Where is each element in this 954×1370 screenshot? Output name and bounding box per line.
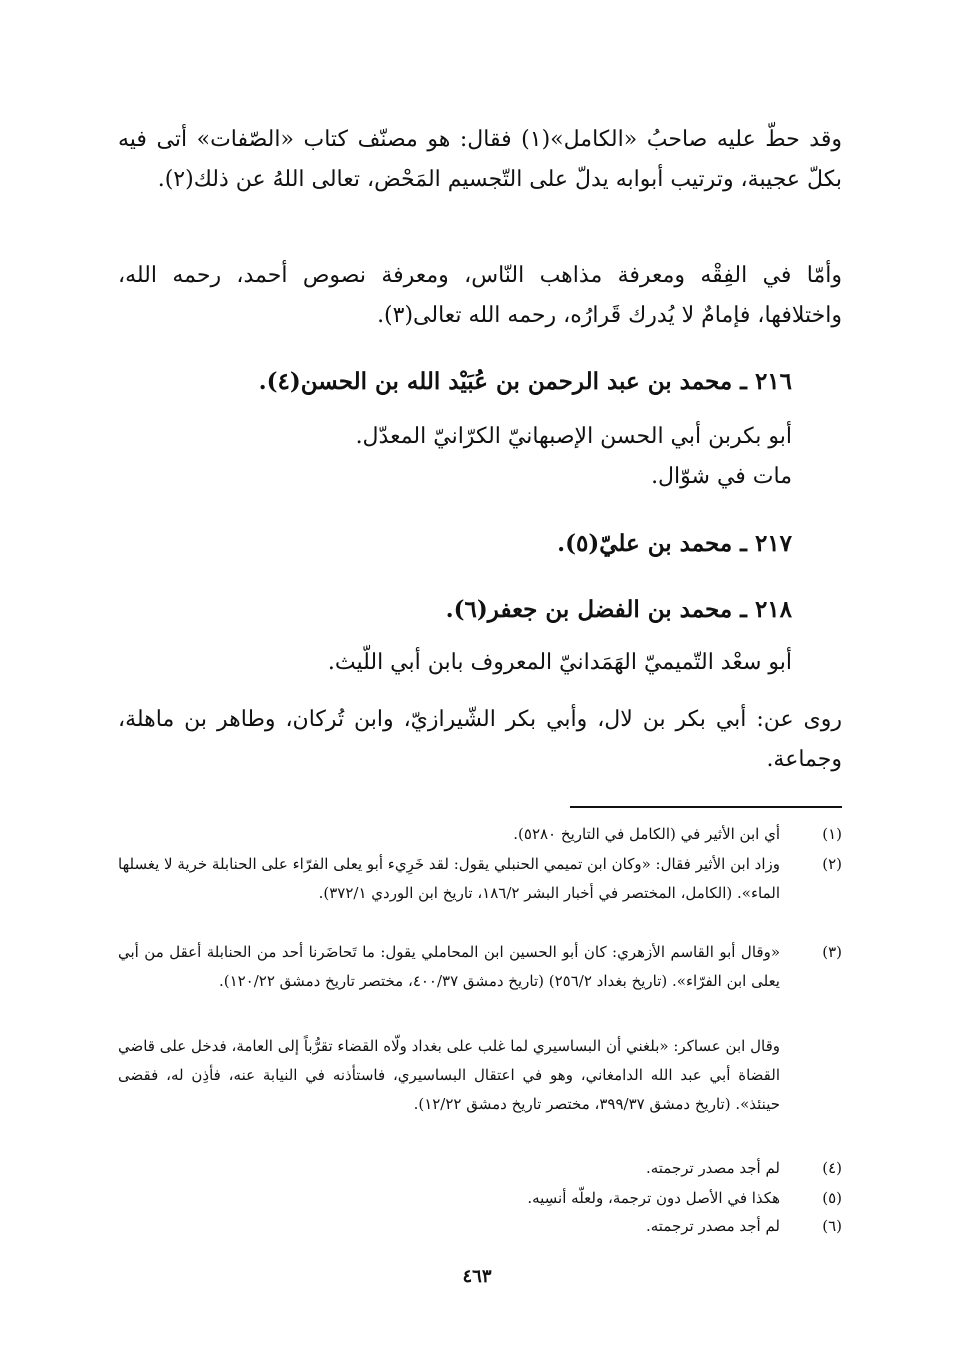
footnote-number: (٢) (822, 855, 842, 873)
footnote-separator (570, 806, 842, 808)
footnote-number: (١) (822, 825, 842, 843)
footnote-number: (٥) (822, 1189, 842, 1207)
footnote (118, 1184, 842, 1213)
footnote-text: وزاد ابن الأثير فقال: «وكان ابن تميمي الحنبلي يقول: لقد خَرِيء أبو يعلى الفرّاء على الحنابلة خرية لا يغسلها الماء». (الكامل، المختصر في أخبار البشر ١٨٦/٢، تاريخ ابن الوردي ٣٧٢/١). (118, 855, 780, 902)
footnote-text: «وقال أبو القاسم الأزهري: كان أبو الحسين ابن المحاملي يقول: ما تَحاضَرنا أحد من الحنابلة أعقل من أبي يعلى ابن الفرّاء». (تاريخ بغداد ٢٥٦/٢) (تاريخ دمشق ٤٠٠/٣٧، مختصر تاريخ دمشق ١٢٠/٢٢). (118, 943, 780, 990)
entry-line: أبو بكربن أبي الحسن الإصبهانيّ الكرّانيّ المعدّل. (355, 424, 792, 449)
footnote-text: لم أجد مصدر ترجمته. (645, 1217, 780, 1235)
entry-line: أبو سعْد التّميميّ الهَمَدانيّ المعروف بابن أبي اللّيث. (327, 650, 792, 675)
entry-heading-218: ٢١٨ ـ محمد بن الفضل بن جعفر(٦). (445, 596, 792, 623)
entry-line: روى عن: أبي بكر بن لال، وأبي بكر الشّيرازيّ، وابن تُركان، وطاهر بن ماهلة، وجماعة. (118, 707, 842, 772)
footnote (118, 1154, 842, 1183)
footnote-number: (٣) (822, 943, 842, 961)
footnote (118, 1212, 842, 1241)
entry-heading-217: ٢١٧ ـ محمد بن عليّ(٥). (557, 530, 792, 557)
footnote (118, 1032, 842, 1119)
body-paragraph: وقد حطّ عليه صاحبُ «الكامل»(١) فقال: هو مصنّف كتاب «الصّفات» أتى فيه بكلّ عجيبة، وترتيب أبوابه يدلّ على التّجسيم المَحْض، تعالى اللهُ عن ذلك(٢). (118, 127, 842, 192)
footnote-text: هكذا في الأصل دون ترجمة، ولعلّه أنسِيه. (527, 1189, 780, 1207)
footnote-text: وقال ابن عساكر: «بلغني أن البساسيري لما غلب على بغداد ولّاه القضاء تقرُّباً إلى العامة، فدخل على قاضي القضاة أبي عبد الله الدامغاني، وهو في اعتقال البساسيري، فاستأذنه في النيابة عنه، فأذِن له، فقضى حينئذ». (تاريخ دمشق ٣٩٩/٣٧، مختصر تاريخ دمشق ١٢/٢٢). (118, 1037, 780, 1113)
footnote-number: (٦) (822, 1217, 842, 1235)
footnote-text: لم أجد مصدر ترجمته. (645, 1159, 780, 1177)
page-number: ٤٦٣ (462, 1266, 492, 1287)
footnote (118, 938, 842, 996)
entry-line: مات في شوّال. (651, 464, 792, 489)
footnote-text: أي ابن الأثير في (الكامل في التاريخ ٥٢٨٠). (513, 825, 780, 843)
footnote (118, 820, 842, 849)
body-paragraph: وأمّا في الفِقْه ومعرفة مذاهب النّاس، ومعرفة نصوص أحمد، رحمه الله، واختلافها، فإمامٌ لا يُدرك قَرارُه، رحمه الله تعالى(٣). (118, 263, 842, 328)
footnote (118, 850, 842, 908)
footnote-number: (٤) (822, 1159, 842, 1177)
entry-heading-216: ٢١٦ ـ محمد بن عبد الرحمن بن عُبَيْد الله بن الحسن(٤). (258, 368, 792, 395)
